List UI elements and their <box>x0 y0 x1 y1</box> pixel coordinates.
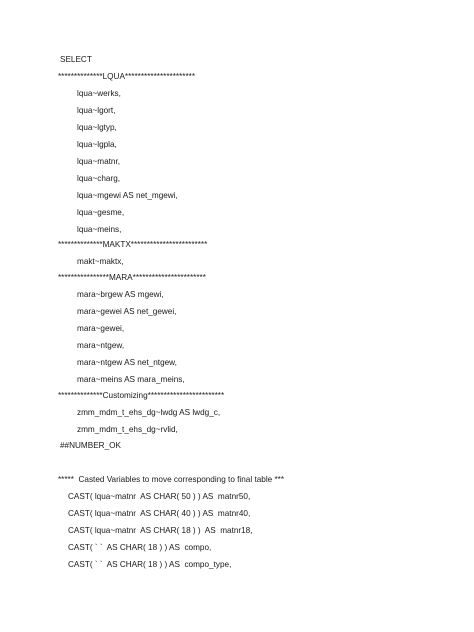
mara-field-line: mara~ntgew AS net_ntgew, <box>77 358 177 367</box>
cast-line: CAST( ` ` AS CHAR( 18 ) ) AS compo, <box>68 543 212 552</box>
mara-section-header: ****************MARA*********************** <box>58 273 206 282</box>
mara-field-line: mara~gewei, <box>77 324 125 333</box>
customizing-section-header: **************Customizing************************ <box>58 391 225 400</box>
customizing-field-line: zmm_mdm_t_ehs_dg~lwdg AS lwdg_c, <box>77 408 221 417</box>
lqua-field-line: lqua~matnr, <box>77 157 121 166</box>
lqua-field-line: lqua~gesme, <box>77 208 125 217</box>
mara-field-line: mara~meins AS mara_meins, <box>77 375 185 384</box>
lqua-field-line: lqua~lgtyp, <box>77 123 117 132</box>
lqua-field-line: lqua~lgort, <box>77 106 116 115</box>
lqua-field-line: lqua~werks, <box>77 89 121 98</box>
maktx-section-header: **************MAKTX************************ <box>58 240 208 249</box>
mara-field-line: mara~ntgew, <box>77 341 125 350</box>
maktx-field-line: makt~maktx, <box>77 257 124 266</box>
lqua-field-line: lqua~charg, <box>77 174 121 183</box>
lqua-field-line: lqua~lgpla, <box>77 140 117 149</box>
comment-line: ***** Casted Variables to move corresponding to final table *** <box>58 475 285 484</box>
cast-line: CAST( lqua~matnr AS CHAR( 40 ) ) AS matnr40, <box>68 509 251 518</box>
mara-field-line: mara~brgew AS mgewi, <box>77 290 164 299</box>
customizing-field-line: zmm_mdm_t_ehs_dg~rvlid, <box>77 425 178 434</box>
select-keyword: SELECT <box>60 55 92 64</box>
lqua-section-header: **************LQUA********************** <box>58 72 196 81</box>
pragma-line: ##NUMBER_OK <box>60 441 121 450</box>
mara-field-line: mara~gewei AS net_gewei, <box>77 307 177 316</box>
cast-line: CAST( ` ` AS CHAR( 18 ) ) AS compo_type, <box>68 560 232 569</box>
cast-line: CAST( lqua~matnr AS CHAR( 50 ) ) AS matnr50, <box>68 492 251 501</box>
lqua-field-line: lqua~mgewi AS net_mgewi, <box>77 191 178 200</box>
cast-line: CAST( lqua~matnr AS CHAR( 18 ) ) AS matnr18, <box>68 526 253 535</box>
lqua-field-line: lqua~meins, <box>77 225 122 234</box>
